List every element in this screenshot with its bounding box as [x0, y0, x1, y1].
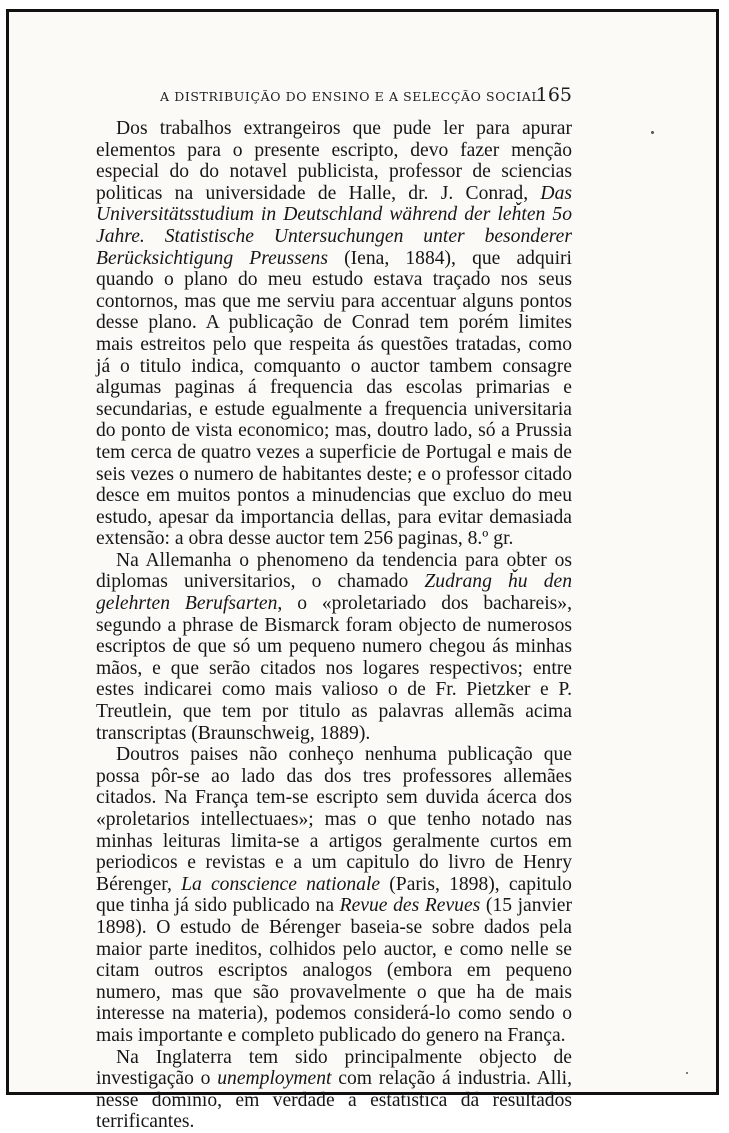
text-segment: , o «proletariado dos bachareis», segundo a phrase de Bismarck foram objecto de numerosos escriptos de que só um pequeno numero chegou ás minhas mãos, e que serão citados nos logares respectivos; entre estes indicarei como mais valioso o de Fr. Pietzker e P. Treutlein, que tem por titulo as palavras allemãs acima transcriptas (Braunschweig, 1889). — [96, 593, 572, 744]
paragraph — [96, 744, 572, 1046]
text-segment: (15 janvier 1898). O estudo de Bérenger baseia-se sobre dados pela maior parte ineditos, colhidos pelo auctor, e como nelle se citam outros escriptos analogos (embora em pequeno numero, mas que são provavelmente o que ha de mais interesse na materia), podemos considerá-lo como sendo o mais importante e completo publicado do genero na França. — [96, 895, 572, 1046]
text-segment: Na Inglaterra tem sido principalmente objecto de investigação o — [96, 1046, 572, 1090]
text-segment: Doutros paises não conheço nenhuma publicação que possa pôr-se ao lado das dos tres professores allemães citados. Na França tem-se escripto sem duvida ácerca dos «proletarios intellectuaes»; mas o que tenho notado nas minhas leituras limita-se a artigos geralmente curtos em periodicos e revistas e a um capitulo do livro de Henry Bérenger, — [96, 744, 572, 895]
book-title: Zudrang ȟu den gelehrten Berufsarten — [96, 571, 572, 615]
paragraph — [96, 550, 572, 744]
page-number: 165 — [535, 84, 572, 106]
body-text — [96, 118, 572, 1133]
book-title: Das Universitätsstudium in Deutschland während der leȟten 5o Jahre. Statistische Untersuchungen unter besonderer Berücksichtigung Preussens — [96, 182, 572, 269]
text-segment: (Iena, 1884), que adquiri quando o plano do meu estudo estava traçado nos seus contornos, mas que me serviu para accentuar alguns pontos desse plano. A publicação de Conrad tem porém limites mais estreitos pelo que respeita ás questões tratadas, como já o titulo indica, comquanto o auctor tambem consagre algumas paginas á frequencia das escolas primarias e secundarias, e estude egualmente a frequencia universitaria do ponto de vista economico; mas, doutro lado, só a Prussia tem cerca de quatro vezes a superficie de Portugal e mais de seis vezes o numero de habitantes deste; e o professor citado desce em muitos pontos a minudencias que excluo do meu estudo, apesar da importancia dellas, para evitar demasiada extensão: a obra desse auctor tem 256 paginas, 8.º gr. — [96, 247, 572, 550]
paragraph — [96, 118, 572, 550]
paper-speck — [651, 131, 654, 134]
foreign-term: unemployment — [217, 1068, 332, 1090]
running-title: A DISTRIBUIÇÃO DO ENSINO E A SELECÇÃO SOCIAL — [160, 89, 541, 104]
paper-speck — [686, 1072, 688, 1074]
book-title: La conscience nationale — [181, 873, 381, 895]
text-segment: Na Allemanha o phenomeno da tendencia para obter os diplomas universitarios, o chamado — [96, 549, 572, 593]
text-segment: Dos trabalhos extrangeiros que pude ler para apurar elementos para o presente escripto, devo fazer menção especial do do notavel publicista, professor de sciencias politicas na universidade de Halle, dr. J. Conrad, — [96, 118, 572, 204]
paragraph — [96, 1047, 572, 1133]
text-segment: com relação á industria. Alli, nesse dominio, em verdade a estatistica dá resultados terrificantes. — [96, 1068, 572, 1133]
journal-title: Revue des Revues — [339, 895, 481, 917]
text-segment: (Paris, 1898), capitulo que tinha já sido publicado na — [96, 873, 572, 917]
